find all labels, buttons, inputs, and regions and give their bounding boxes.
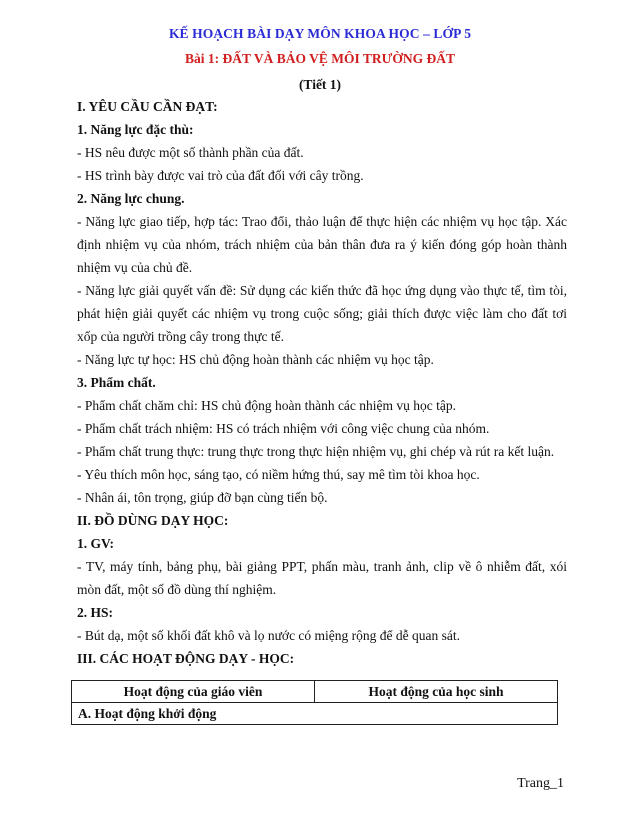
list-item: - Nhân ái, tôn trọng, giúp đỡ bạn cùng tiến bộ. (77, 490, 328, 505)
teacher-column-header: Hoạt động của giáo viên (72, 681, 315, 703)
table-header-row (72, 681, 558, 703)
list-item: - Phẩm chất trung thực: trung thực trong thực hiện nhiệm vụ, ghi chép và rút ra kết luận. (77, 444, 555, 459)
list-item: - Phẩm chất trách nhiệm: HS có trách nhiệm với công việc chung của nhóm. (77, 421, 490, 436)
paragraph-line: - Năng lực giao tiếp, hợp tác: Trao đổi, thảo luận để thực hiện các nhiệm vụ học tập. Xác (77, 214, 567, 229)
paragraph-line: phát hiện giải quyết các nhiệm vụ trong cuộc sống; giải thích được việc làm cho đất tơi (77, 306, 567, 321)
table-row (72, 703, 558, 725)
list-item: - HS trình bày được vai trò của đất đối với cây trồng. (77, 168, 364, 183)
paragraph-line: - Năng lực tự học: HS chủ động hoàn thành các nhiệm vụ học tập. (77, 352, 434, 367)
lesson-content (77, 95, 567, 670)
paragraph-line: - Năng lực giải quyết vấn đề: Sử dụng các kiến thức đã học ứng dụng vào thực tế, tìm tòi, (77, 283, 567, 298)
list-item: - HS nêu được một số thành phần của đất. (77, 145, 304, 160)
paragraph-line: xốp của người trồng cây trong thực tế. (77, 329, 284, 344)
activities-table (71, 680, 558, 725)
section-1-heading: I. YÊU CẦU CẦN ĐẠT: (77, 99, 218, 114)
list-item: - Phẩm chất chăm chỉ: HS chủ động hoàn thành các nhiệm vụ học tập. (77, 398, 457, 413)
warmup-activity-row: A. Hoạt động khởi động (72, 703, 558, 725)
period-label: (Tiết 1) (298, 77, 342, 92)
page-number: Trang_1 (517, 776, 564, 791)
document-title: KẾ HOẠCH BÀI DẠY MÔN KHOA HỌC – LỚP 5 (168, 26, 472, 41)
section-1-2-heading: 2. Năng lực chung. (77, 191, 185, 206)
section-2-heading: II. ĐỒ DÙNG DẠY HỌC: (77, 513, 229, 528)
section-2-1-heading: 1. GV: (77, 536, 115, 551)
paragraph-line: mòn đất, một số đồ dùng thí nghiệm. (77, 582, 277, 597)
paragraph-line: - Bút dạ, một số khối đất khô và lọ nước có miệng rộng để dễ quan sát. (77, 628, 461, 643)
lesson-title: Bài 1: ĐẤT VÀ BẢO VỆ MÔI TRƯỜNG ĐẤT (184, 51, 456, 66)
section-1-3-heading: 3. Phẩm chất. (77, 375, 156, 390)
paragraph-line: định nhiệm vụ của nhóm, trách nhiệm của bản thân đưa ra ý kiến đóng góp hoàn thành (77, 237, 567, 252)
student-column-header: Hoạt động của học sinh (315, 681, 558, 703)
section-2-2-heading: 2. HS: (77, 605, 114, 620)
paragraph-line: nhiệm vụ của chủ đề. (77, 260, 193, 275)
section-1-1-heading: 1. Năng lực đặc thù: (77, 122, 194, 137)
list-item: - Yêu thích môn học, sáng tạo, có niềm hứng thú, say mê tìm tòi khoa học. (77, 467, 480, 482)
paragraph-line: - TV, máy tính, bảng phụ, bài giảng PPT, phấn màu, tranh ảnh, clip về ô nhiễm đất, xói (77, 559, 567, 574)
section-3-heading: III. CÁC HOẠT ĐỘNG DẠY - HỌC: (77, 651, 295, 666)
